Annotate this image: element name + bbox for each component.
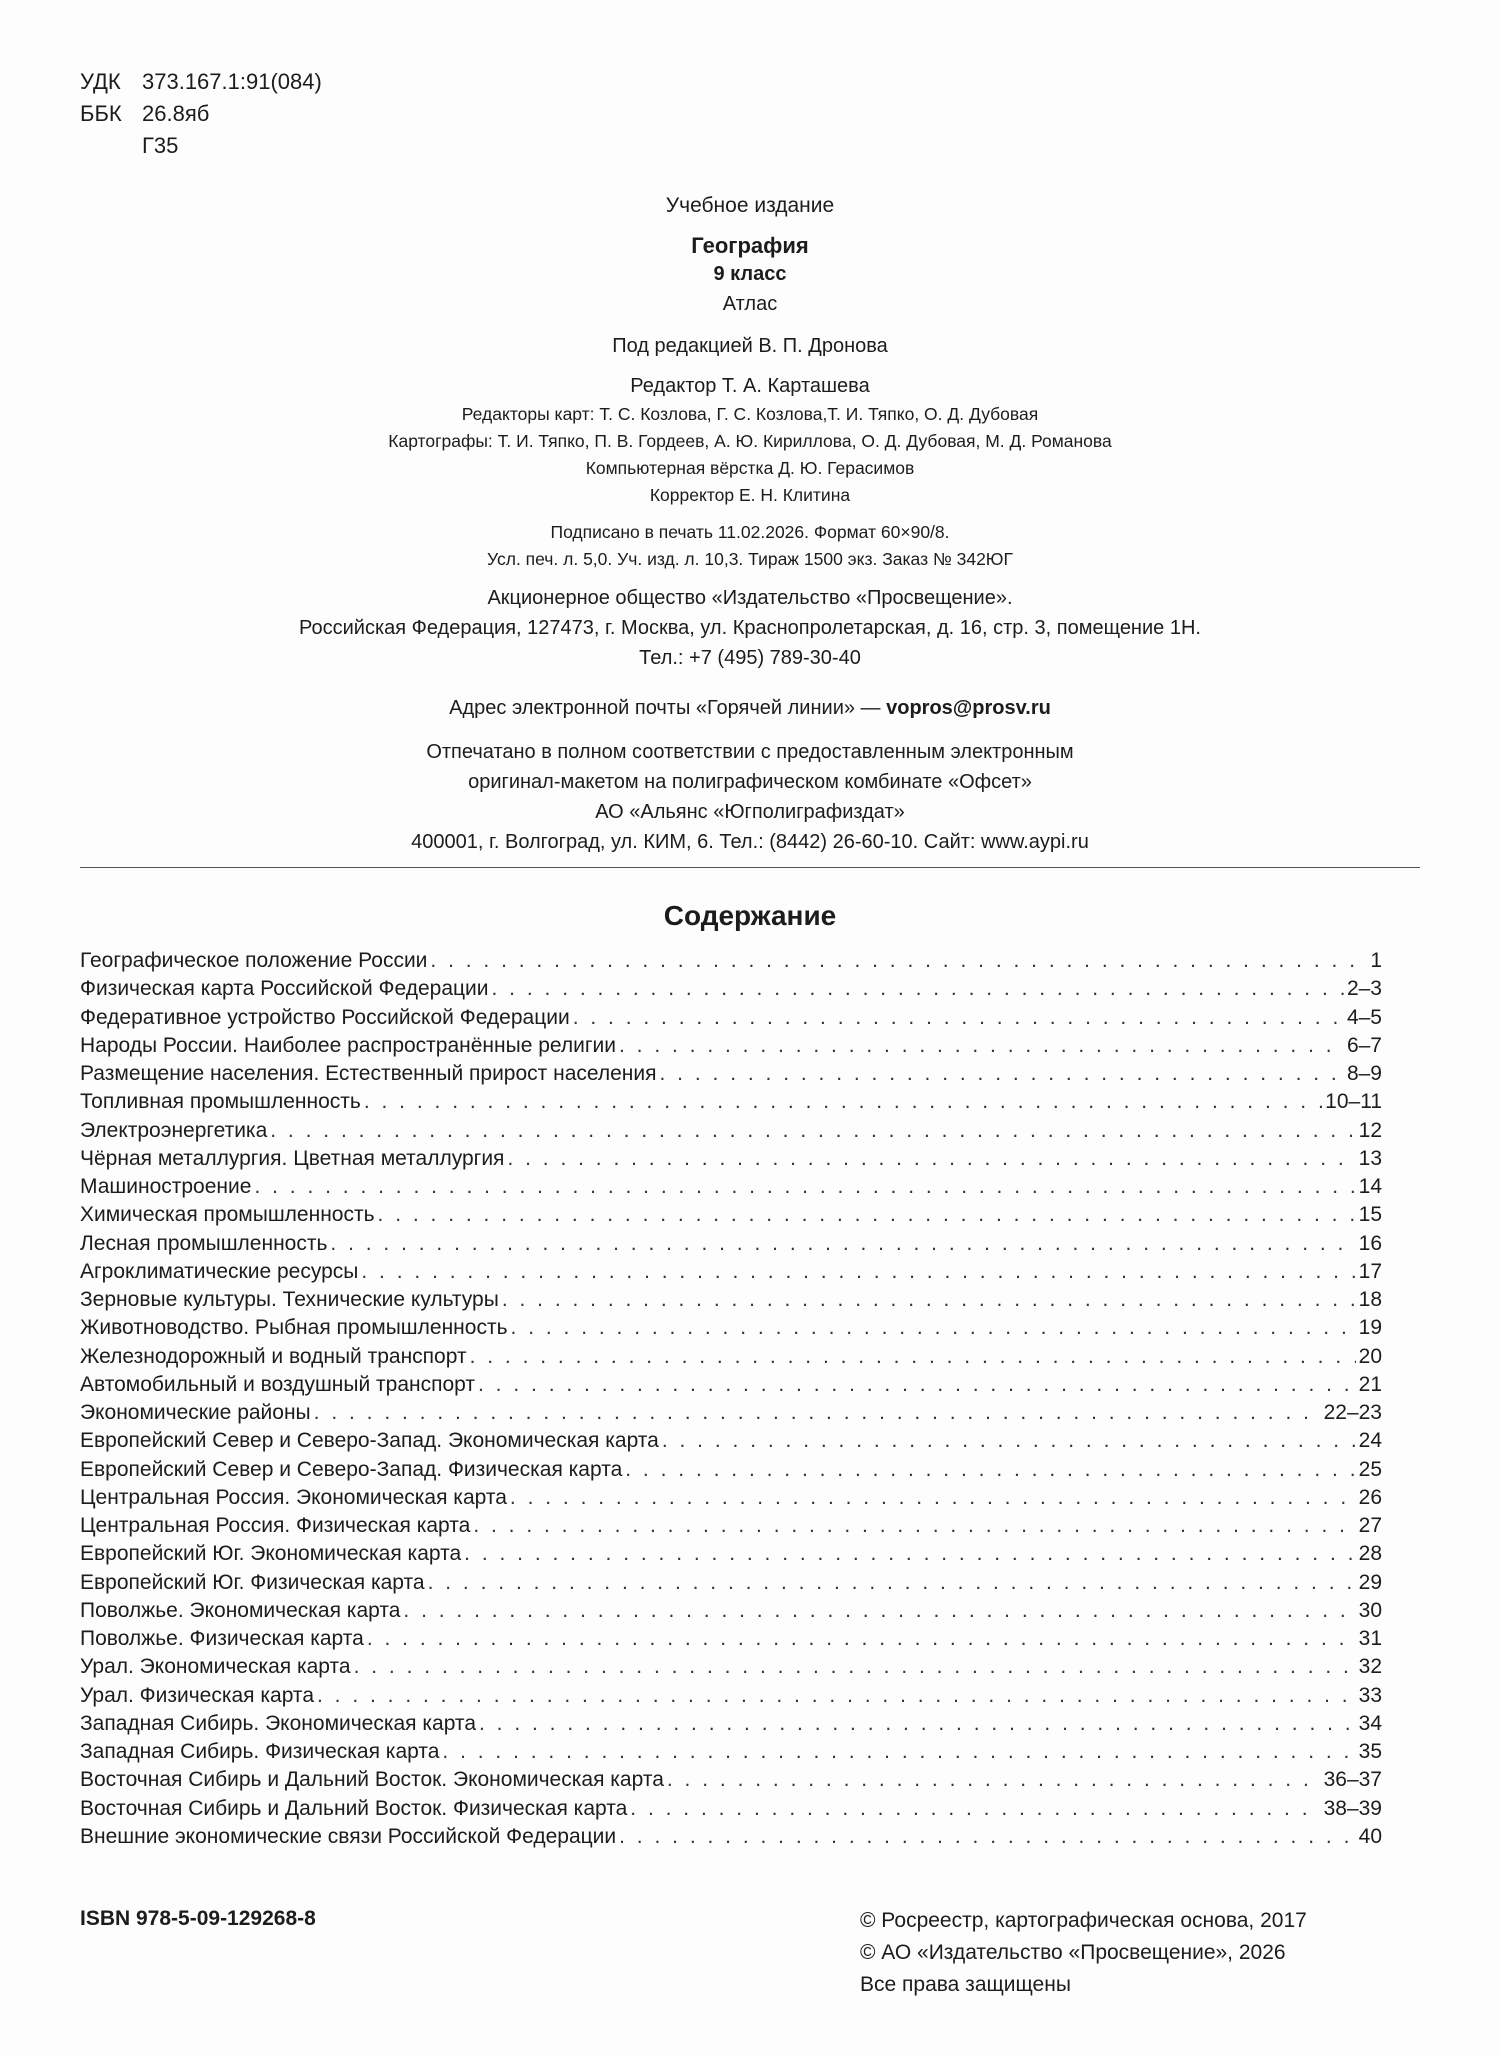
copyright-block [860,1905,1307,2001]
toc-item-page: 8–9 [1346,1062,1382,1085]
udk-row [80,66,322,98]
toc-item-page: 22–23 [1323,1401,1382,1424]
toc-item-title: Европейский Север и Северо-Запад. Экономическая карта [80,1429,659,1453]
toc-leader-dots [378,1201,1356,1229]
toc-item[interactable] [80,1173,1382,1201]
toc-item[interactable] [80,1117,1382,1145]
toc-item-page: 4–5 [1346,1005,1382,1029]
toc-item-title: Экономические районы [80,1401,311,1424]
signed-for-print: Подписано в печать 11.02.2026. Формат 60×90/8. [550,522,950,542]
toc-item-title: Западная Сибирь. Физическая карта [80,1740,440,1763]
toc-leader-dots [510,1484,1356,1512]
toc-item-title: Западная Сибирь. Экономическая карта [80,1711,476,1735]
toc-item[interactable] [80,1597,1382,1625]
toc-leader-dots [625,1456,1355,1484]
toc-item[interactable] [80,1766,1382,1794]
table-of-contents [80,947,1382,1851]
toc-leader-dots [270,1117,1355,1145]
toc-leader-dots [254,1173,1355,1201]
toc-leader-dots [619,1032,1344,1060]
toc-item[interactable] [80,1201,1382,1229]
toc-item[interactable] [80,1823,1382,1851]
toc-item-title: Внешние экономические связи Российской Федерации [80,1824,617,1848]
toc-item-title: Европейский Север и Северо-Запад. Физическая карта [80,1457,623,1481]
editor: Редактор Т. А. Карташева [630,375,870,397]
layout-credit: Компьютерная вёрстка Д. Ю. Герасимов [585,458,915,478]
toc-leader-dots [330,1230,1355,1258]
toc-leader-dots [478,1371,1356,1399]
toc-item-page: 2–3 [1346,977,1382,1001]
rights-reserved: Все права защищены [860,1973,1071,1996]
toc-leader-dots [619,1823,1356,1851]
toc-item-page: 27 [1358,1514,1382,1537]
toc-item-page: 29 [1358,1570,1382,1594]
toc-leader-dots [430,947,1367,975]
toc-item[interactable] [80,1625,1382,1653]
toc-leader-dots [662,1427,1356,1455]
toc-item[interactable] [80,1484,1382,1512]
toc-item-title: Восточная Сибирь и Дальний Восток. Экономическая карта [80,1768,664,1792]
toc-item-page: 34 [1358,1711,1382,1735]
toc-item[interactable] [80,1032,1382,1060]
toc-item-title: Восточная Сибирь и Дальний Восток. Физическая карта [80,1796,628,1820]
toc-item-page: 40 [1358,1824,1382,1848]
toc-item[interactable] [80,1540,1382,1568]
toc-item[interactable] [80,1427,1382,1455]
toc-leader-dots [367,1625,1356,1653]
toc-item-page: 18 [1358,1288,1382,1311]
edition-type: Учебное издание [665,194,835,217]
toc-item[interactable] [80,1738,1382,1766]
book-title: География [691,233,809,258]
toc-item[interactable] [80,1399,1382,1427]
toc-item-title: Поволжье. Физическая карта [80,1627,364,1650]
bbk-label: ББК [80,101,122,126]
toc-item[interactable] [80,1088,1382,1116]
general-editor: Под редакцией В. П. Дронова [612,335,888,357]
bbk-row [80,98,322,130]
toc-item-page: 28 [1358,1542,1382,1566]
toc-item-page: 15 [1358,1203,1382,1227]
copyright-line-1: © Росреестр, картографическая основа, 2017 [860,1909,1307,1932]
toc-item-title: Европейский Юг. Экономическая карта [80,1542,462,1566]
toc-leader-dots [479,1710,1356,1738]
author-mark-row [80,130,322,162]
toc-leader-dots [470,1343,1356,1371]
toc-item-title: Народы России. Наиболее распространённые религии [80,1033,616,1057]
toc-item-page: 13 [1358,1146,1382,1170]
toc-item-page: 21 [1358,1372,1382,1396]
toc-item-page: 14 [1358,1175,1382,1198]
toc-item-title: Географическое положение России [80,949,428,972]
toc-item[interactable] [80,1343,1382,1371]
toc-item[interactable] [80,1512,1382,1540]
toc-leader-dots [428,1569,1356,1597]
book-grade: 9 класс [713,263,787,285]
hotline-label: Адрес электронной почты «Горячей линии» — [449,697,887,719]
toc-item-title: Чёрная металлургия. Цветная металлургия [80,1146,505,1170]
toc-item-title: Европейский Юг. Физическая карта [80,1570,425,1594]
toc-leader-dots [511,1314,1356,1342]
toc-item-page: 25 [1358,1457,1382,1481]
toc-item-page: 20 [1358,1344,1382,1368]
toc-item[interactable] [80,947,1382,975]
map-editors: Редакторы карт: Т. С. Козлова, Г. С. Козлова,Т. И. Тяпко, О. Д. Дубовая [461,404,1039,424]
toc-item[interactable] [80,1004,1382,1032]
toc-item-page: 33 [1358,1683,1382,1707]
toc-leader-dots [473,1512,1355,1540]
toc-leader-dots [667,1766,1321,1794]
toc-item[interactable] [80,1795,1382,1823]
toc-item-title: Лесная промышленность [80,1231,328,1255]
toc-item-title: Размещение населения. Естественный прирост населения [80,1062,657,1085]
toc-item-page: 10–11 [1325,1090,1382,1114]
toc-item[interactable] [80,1060,1382,1088]
publisher-name: Акционерное общество «Издательство «Просвещение». [487,587,1013,609]
toc-item-title: Урал. Физическая карта [80,1683,314,1707]
toc-item-title: Федеративное устройство Российской Федерации [80,1005,570,1029]
toc-leader-dots [502,1286,1356,1314]
cartographers: Картографы: Т. И. Тяпко, П. В. Гордеев, А. Ю. Кириллова, О. Д. Дубовая, М. Д. Романова [388,431,1112,451]
toc-item-page: 36–37 [1323,1768,1382,1792]
toc-item-title: Автомобильный и воздушный транспорт [80,1372,476,1396]
toc-leader-dots [314,1399,1321,1427]
imprint-block [0,192,1500,857]
toc-item-title: Электроэнергетика [80,1118,268,1142]
toc-item-title: Железнодорожный и водный транспорт [80,1344,467,1368]
toc-item[interactable] [80,1230,1382,1258]
toc-item[interactable] [80,1258,1382,1286]
toc-item-title: Химическая промышленность [80,1203,375,1227]
toc-item-page: 26 [1358,1485,1382,1509]
toc-item-title: Машиностроение [80,1175,252,1198]
udk-label: УДК [80,69,121,94]
toc-item-page: 32 [1358,1655,1382,1679]
toc-item-title: Центральная Россия. Физическая карта [80,1514,471,1537]
toc-item-title: Урал. Экономическая карта [80,1655,351,1679]
bbk-value: 26.8яб [142,101,210,126]
toc-leader-dots [492,975,1344,1003]
toc-item-page: 12 [1358,1118,1382,1142]
print-specs: Усл. печ. л. 5,0. Уч. изд. л. 10,3. Тираж 1500 экз. Заказ № 342ЮГ [487,549,1013,569]
toc-leader-dots [354,1653,1356,1681]
toc-item-page: 38–39 [1323,1796,1382,1820]
author-mark-value: Г35 [142,133,179,158]
toc-leader-dots [364,1088,1322,1116]
publisher-phone: Тел.: +7 (495) 789-30-40 [639,647,861,669]
toc-leader-dots [464,1540,1355,1568]
toc-item[interactable] [80,1569,1382,1597]
toc-item[interactable] [80,1653,1382,1681]
udk-value: 373.167.1:91(084) [142,69,322,94]
toc-item[interactable] [80,1145,1382,1173]
toc-item[interactable] [80,1710,1382,1738]
hotline-email[interactable]: vopros@prosv.ru [886,697,1051,719]
author-mark-label [80,130,142,162]
copyright-line-2: © АО «Издательство «Просвещение», 2026 [860,1941,1286,1964]
hotline [0,693,1500,723]
toc-item-page: 30 [1358,1598,1382,1622]
toc-item-title: Центральная Россия. Экономическая карта [80,1485,507,1509]
toc-item-page: 1 [1370,949,1382,972]
proofreader: Корректор Е. Н. Клитина [649,485,851,505]
toc-item-title: Животноводство. Рыбная промышленность [80,1316,508,1340]
toc-item-page: 31 [1358,1627,1382,1650]
toc-item[interactable] [80,1314,1382,1342]
toc-item[interactable] [80,1286,1382,1314]
toc-item[interactable] [80,975,1382,1003]
printer-line-3: АО «Альянс «Югполиграфиздат» [595,801,905,823]
book-subtitle: Атлас [722,293,778,315]
toc-item-page: 19 [1358,1316,1382,1340]
toc-item[interactable] [80,1371,1382,1399]
toc-leader-dots [507,1145,1355,1173]
toc-item-page: 17 [1358,1259,1382,1283]
toc-title: Содержание [663,900,837,931]
toc-leader-dots [361,1258,1355,1286]
printer-line-4: 400001, г. Волгоград, ул. КИМ, 6. Тел.: (8442) 26-60-10. Сайт: www.aypi.ru [411,831,1089,853]
toc-item[interactable] [80,1456,1382,1484]
isbn: ISBN 978-5-09-129268-8 [80,1907,316,1930]
printer-line-2: оригинал-макетом на полиграфическом комбинате «Офсет» [468,771,1032,793]
toc-leader-dots [442,1738,1355,1766]
toc-item[interactable] [80,1682,1382,1710]
toc-item-title: Зерновые культуры. Технические культуры [80,1288,499,1311]
toc-leader-dots [573,1004,1344,1032]
publisher-address: Российская Федерация, 127473, г. Москва, ул. Краснопролетарская, д. 16, стр. 3, помещение 1Н. [299,617,1201,639]
toc-leader-dots [403,1597,1355,1625]
toc-item-title: Агроклиматические ресурсы [80,1259,359,1283]
toc-leader-dots [660,1060,1344,1088]
classification-codes [80,66,322,162]
toc-item-page: 6–7 [1346,1033,1382,1057]
toc-item-page: 16 [1358,1231,1382,1255]
toc-item-title: Поволжье. Экономическая карта [80,1598,401,1622]
toc-leader-dots [630,1795,1320,1823]
toc-item-title: Физическая карта Российской Федерации [80,977,489,1001]
section-divider [80,867,1420,868]
toc-item-page: 35 [1358,1740,1382,1763]
toc-leader-dots [317,1682,1356,1710]
printer-line-1: Отпечатано в полном соответствии с предоставленным электронным [426,741,1074,763]
toc-item-title: Топливная промышленность [80,1090,361,1114]
toc-item-page: 24 [1358,1429,1382,1453]
